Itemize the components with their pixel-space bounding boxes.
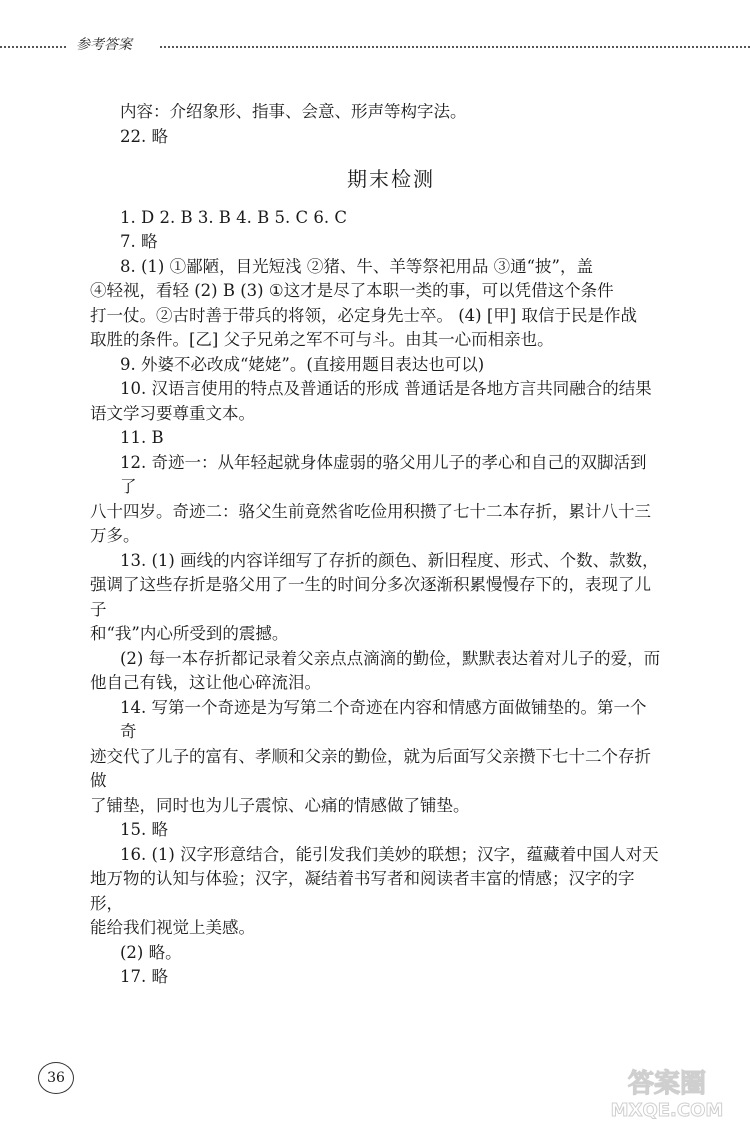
answer-8-line: 打一仗。②古时善于带兵的将领，必定身先士卒。 (4) [甲] 取信于民是作战	[90, 305, 637, 325]
page-number: 36	[38, 1062, 74, 1094]
answer-8-line: ④轻视，看轻 (2) B (3) ①这才是尽了本职一类的事，可以凭借这个条件	[90, 281, 614, 300]
answer-9: 9. 外婆不必改成“姥姥”。(直接用题目表达也可以)	[120, 354, 485, 374]
answer-7: 7. 略	[120, 232, 158, 251]
answer-13-line: 和“我”内心所受到的震撼。	[90, 624, 289, 643]
answer-14-line: 迹交代了儿子的富有、孝顺和父亲的勤俭，就为后面写父亲攒下七十二个存折做	[90, 746, 651, 790]
watermark-text: 答案圈	[627, 1069, 707, 1099]
answer-13-line: 他自己有钱，这让他心碎流泪。	[90, 673, 321, 692]
content-line: 内容：介绍象形、指事、会意、形声等构字法。	[120, 102, 467, 121]
answer-17: 17. 略	[120, 967, 168, 986]
answer-12-line: 12. 奇迹一：从年轻起就身体虚弱的骆父用儿子的孝心和自己的双脚活到了	[120, 452, 647, 496]
answer-13-line: 13. (1) 画线的内容详细写了存折的颜色、新旧程度、形式、个数、款数，	[120, 550, 659, 570]
answer-1-6: 1. D 2. B 3. B 4. B 5. C 6. C	[120, 207, 348, 227]
answer-16-line: 16. (1) 汉字形意结合，能引发我们美妙的联想；汉字，蕴藏着中国人对天	[120, 844, 659, 864]
section-title: 期末检测	[347, 167, 435, 191]
answer-10-line: 10. 汉语言使用的特点及普通话的形成 普通话是各地方言共同融合的结果	[120, 379, 652, 398]
answer-8-line: 取胜的条件。[乙] 父子兄弟之军不可与斗。由其一心而相亲也。	[90, 330, 554, 349]
watermark-domain: MXQE.COM	[610, 1100, 724, 1121]
answer-body	[90, 100, 662, 990]
answer-8-line: 8. (1) ①鄙陋，目光短浅 ②猪、牛、羊等祭祀用品 ③通“披”，盖	[120, 256, 593, 276]
answer-16-line: 地万物的认知与体验；汉字，凝结着书写者和阅读者丰富的情感；汉字的字形，	[90, 869, 635, 913]
answer-15: 15. 略	[120, 820, 168, 839]
running-header-title: 参考答案	[76, 37, 132, 53]
header-rule-right	[160, 46, 750, 48]
answer-16-line: 能给我们视觉上美感。	[90, 918, 255, 937]
answer-10-line: 语文学习要尊重文本。	[90, 403, 255, 423]
answer-14-line: 了铺垫，同时也为儿子震惊、心痛的情感做了铺垫。	[90, 795, 470, 815]
answer-12-line: 八十四岁。奇迹二：骆父生前竟然省吃俭用积攒了七十二本存折，累计八十三	[90, 501, 651, 521]
answer-16-line: (2) 略。	[120, 942, 182, 962]
answer-11: 11. B	[120, 428, 164, 447]
watermark-logo	[592, 1062, 742, 1122]
answer-12-line: 万多。	[90, 526, 140, 545]
answer-22: 22. 略	[120, 126, 168, 146]
answer-14-line: 14. 写第一个奇迹是为写第二个奇迹在内容和情感方面做铺垫的。第一个奇	[120, 697, 647, 741]
answer-13-line: 强调了这些存折是骆父用了一生的时间分多次逐渐积累慢慢存下的，表现了儿子	[90, 575, 651, 619]
answer-13-line: (2) 每一本存折都记录着父亲点点滴滴的勤俭，默默表达着对儿子的爱，而	[120, 648, 661, 668]
header-rule-left	[0, 46, 66, 48]
